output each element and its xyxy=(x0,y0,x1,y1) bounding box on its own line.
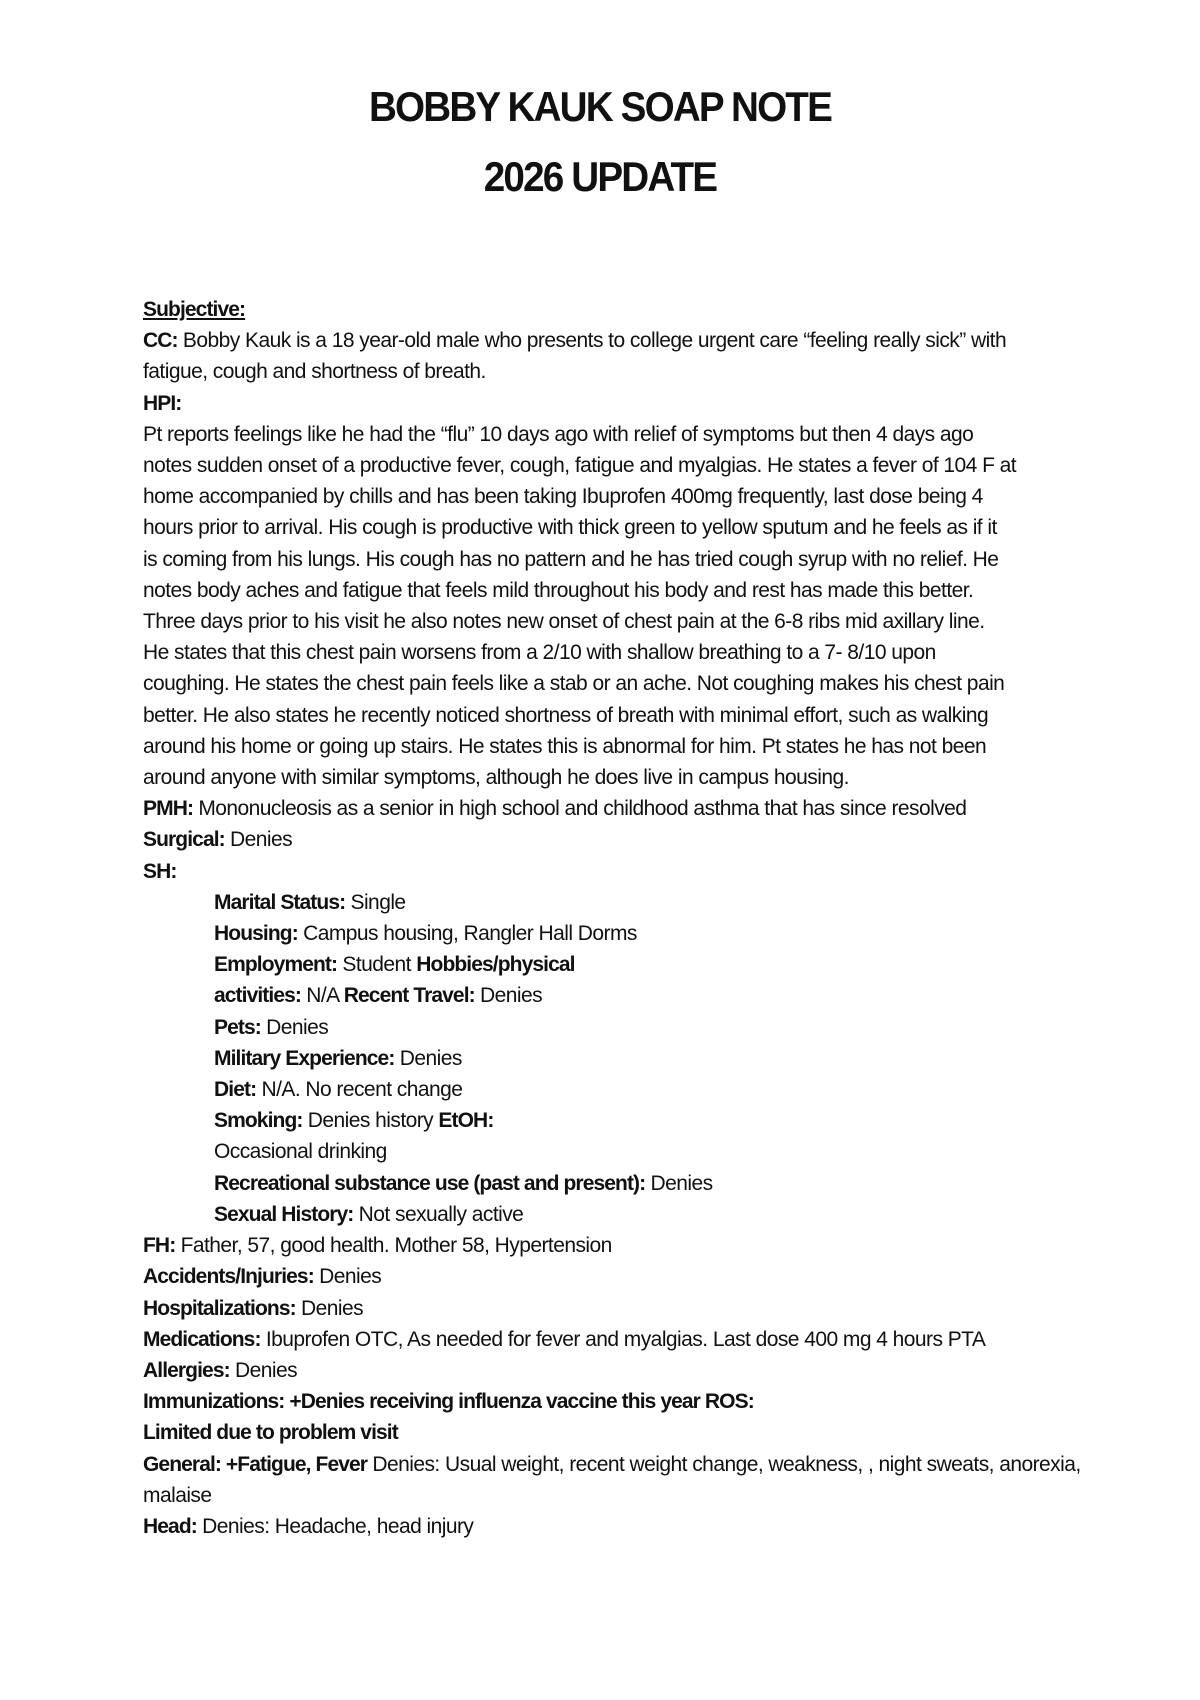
pets-line xyxy=(143,1012,1103,1043)
sexual-history-line xyxy=(143,1199,1103,1230)
hpi-line: Three days prior to his visit he also notes new onset of chest pain at the 6-8 ribs mid axillary line. xyxy=(143,610,985,634)
ros-head-value: Denies: Headache, head injury xyxy=(196,1514,474,1538)
sexual-history-label: Sexual History: xyxy=(214,1202,354,1226)
hobbies-label-1: Hobbies/physical xyxy=(416,953,575,977)
allergies-label: Allergies: xyxy=(143,1358,230,1382)
medications-line xyxy=(143,1324,1103,1355)
housing-value: Campus housing, Rangler Hall Dorms xyxy=(297,922,637,946)
hpi-line: coughing. He states the chest pain feels like a stab or an ache. Not coughing makes his chest pain xyxy=(143,672,1005,696)
military-label: Military Experience: xyxy=(214,1046,395,1070)
hpi-line: He states that this chest pain worsens from a 2/10 with shallow breathing to a 7- 8/10 upon xyxy=(143,641,936,665)
pmh-label: PMH: xyxy=(143,797,194,821)
hobbies-label-2: activities: xyxy=(214,984,301,1008)
hpi-line: around his home or going up stairs. He states this is abnormal for him. Pt states he has not been xyxy=(143,734,987,758)
accidents-value: Denies xyxy=(313,1265,382,1289)
immunizations-line-1: Immunizations: +Denies receiving influenza vaccine this year ROS: xyxy=(143,1390,754,1414)
hpi-line: better. He also states he recently noticed shortness of breath with minimal effort, such as walking xyxy=(143,703,989,727)
allergies-value: Denies xyxy=(229,1358,298,1382)
pets-value: Denies xyxy=(260,1015,329,1039)
hpi-line: hours prior to arrival. His cough is productive with thick green to yellow sputum and he feels as if it xyxy=(143,516,997,540)
medications-value: Ibuprofen OTC, As needed for fever and myalgias. Last dose 400 mg 4 hours PTA xyxy=(260,1327,986,1351)
marital-label: Marital Status: xyxy=(214,890,346,914)
surgical-value: Denies xyxy=(224,828,293,852)
ros-head-line xyxy=(143,1511,1103,1542)
pmh-value: Mononucleosis as a senior in high school and childhood asthma that has since resolved xyxy=(193,797,967,821)
surgical-line xyxy=(143,824,1103,855)
fh-line xyxy=(143,1230,1103,1261)
smoking-label: Smoking: xyxy=(214,1109,303,1133)
housing-label: Housing: xyxy=(214,922,298,946)
ros-general-value: Denies: Usual weight, recent weight change, weakness, , night sweats, anorexia, xyxy=(367,1452,1081,1476)
military-value: Denies xyxy=(394,1046,462,1070)
marital-line xyxy=(143,887,1103,918)
surgical-label: Surgical: xyxy=(143,828,225,852)
hospitalizations-value: Denies xyxy=(295,1296,364,1320)
note-body xyxy=(143,294,1103,1542)
etoh-label: EtOH: xyxy=(438,1109,494,1133)
diet-line xyxy=(143,1074,1103,1105)
substance-label: Recreational substance use (past and present): xyxy=(214,1171,646,1195)
sexual-history-value: Not sexually active xyxy=(353,1202,524,1226)
hpi-line: Pt reports feelings like he had the “flu” 10 days ago with relief of symptoms but then 4 days ago xyxy=(143,422,974,446)
hpi-label: HPI: xyxy=(143,391,182,415)
ros-general-line xyxy=(143,1449,1103,1480)
substance-line xyxy=(143,1168,1103,1199)
cc-line-2: fatigue, cough and shortness of breath. xyxy=(143,360,486,384)
pets-label: Pets: xyxy=(214,1015,261,1039)
employment-value: Student xyxy=(337,953,417,977)
immunizations-line-2: Limited due to problem visit xyxy=(143,1421,398,1445)
accidents-line xyxy=(143,1261,1103,1292)
diet-value: N/A. No recent change xyxy=(256,1078,463,1102)
hpi-line: notes sudden onset of a productive fever, cough, fatigue and myalgias. He states a fever of 104 F at xyxy=(143,454,1017,478)
diet-label: Diet: xyxy=(214,1078,257,1102)
housing-line xyxy=(143,918,1103,949)
smoking-value: Denies history xyxy=(302,1109,439,1133)
employment-line xyxy=(143,949,1103,980)
title-line-2: 2026 UPDATE xyxy=(483,153,717,200)
travel-value: Denies xyxy=(474,984,543,1008)
cc-label: CC: xyxy=(143,329,178,353)
title-line-1: BOBBY KAUK SOAP NOTE xyxy=(368,83,832,130)
hpi-line: home accompanied by chills and has been taking Ibuprofen 400mg frequently, last dose being 4 xyxy=(143,485,983,509)
allergies-line xyxy=(143,1355,1103,1386)
ros-general-line-2: malaise xyxy=(143,1483,212,1507)
cc-line-1 xyxy=(143,325,1103,356)
military-line xyxy=(143,1043,1103,1074)
document-title xyxy=(0,72,1200,212)
smoking-line xyxy=(143,1105,1103,1136)
hobbies-value: N/A xyxy=(300,984,344,1008)
hpi-line: notes body aches and fatigue that feels mild throughout his body and rest has made this better. xyxy=(143,578,974,602)
substance-value: Denies xyxy=(645,1171,713,1195)
hpi-line: around anyone with similar symptoms, although he does live in campus housing. xyxy=(143,766,849,790)
cc-text: Bobby Kauk is a 18 year-old male who presents to college urgent care “feeling really sick” with xyxy=(177,329,1007,353)
medications-label: Medications: xyxy=(143,1327,261,1351)
pmh-line xyxy=(143,793,1103,824)
sh-label: SH: xyxy=(143,859,177,883)
hobbies-line xyxy=(143,980,1103,1011)
ros-head-label: Head: xyxy=(143,1514,197,1538)
hospitalizations-line xyxy=(143,1293,1103,1324)
fh-label: FH: xyxy=(143,1234,176,1258)
travel-label: Recent Travel: xyxy=(343,984,475,1008)
hospitalizations-label: Hospitalizations: xyxy=(143,1296,296,1320)
subjective-heading: Subjective: xyxy=(143,298,246,321)
fh-value: Father, 57, good health. Mother 58, Hypertension xyxy=(175,1234,612,1258)
accidents-label: Accidents/Injuries: xyxy=(143,1265,314,1289)
employment-label: Employment: xyxy=(214,953,338,977)
etoh-value: Occasional drinking xyxy=(214,1140,387,1164)
hpi-line: is coming from his lungs. His cough has no pattern and he has tried cough syrup with no relief. He xyxy=(143,547,999,571)
marital-value: Single xyxy=(345,890,406,914)
ros-general-label: General: +Fatigue, Fever xyxy=(143,1452,368,1476)
